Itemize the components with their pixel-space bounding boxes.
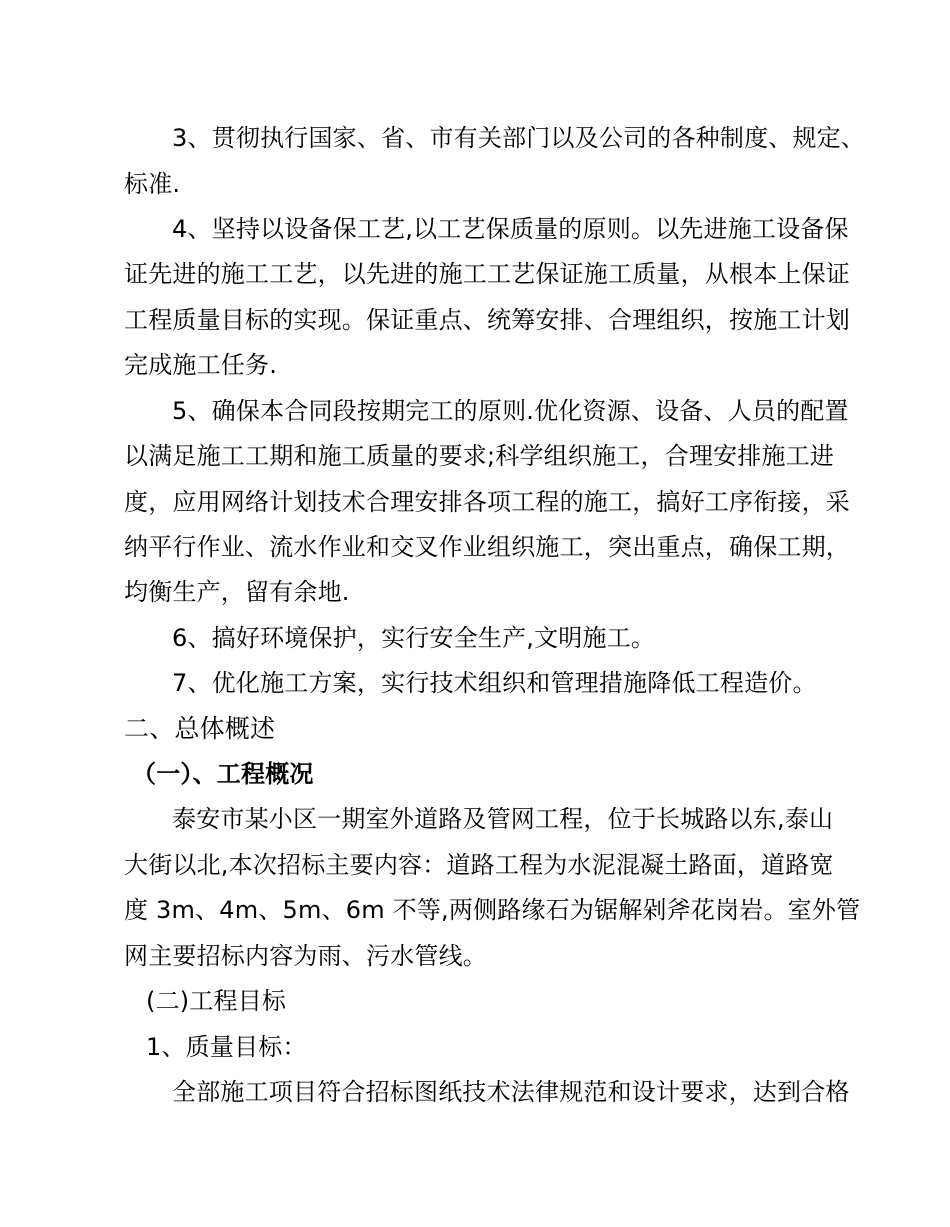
paragraph-4-line-1: 4、坚持以设备保工艺,以工艺保质量的原则。以先进施工设备保 — [172, 215, 849, 243]
paragraph-5-line-2: 以满足施工工期和施工质量的要求;科学组织施工，合理安排施工进 — [124, 442, 835, 470]
paragraph-3-line-1: 3、贯彻执行国家、省、市有关部门以及公司的各种制度、规定、 — [172, 124, 866, 152]
quality-goal-line-1: 全部施工项目符合招标图纸技术法律规范和设计要求，达到合格 — [172, 1078, 850, 1106]
subsection-heading-project-overview: （一）、工程概况 — [132, 760, 314, 788]
paragraph-3-line-2: 标准. — [124, 170, 181, 198]
quality-goal-heading: 1、质量目标： — [146, 1033, 307, 1061]
overview-line-1: 泰安市某小区一期室外道路及管网工程，位于长城路以东,泰山 — [172, 805, 834, 833]
paragraph-6: 6、搞好环境保护，实行安全生产,文明施工。 — [172, 624, 656, 652]
section-heading-overview: 二、总体概述 — [124, 714, 276, 743]
paragraph-5-line-4: 纳平行作业、流水作业和交叉作业组织施工，突出重点，确保工期， — [124, 533, 850, 561]
paragraph-7: 7、优化施工方案，实行技术组织和管理措施降低工程造价。 — [172, 669, 817, 697]
paragraph-4-line-4: 完成施工任务. — [124, 351, 278, 379]
paragraph-5-line-1: 5、确保本合同段按期完工的原则.优化资源、设备、人员的配置 — [172, 397, 849, 425]
overview-line-3: 度 3m、4m、5m、6m 不等,两侧路缘石为锯解剁斧花岗岩。室外管 — [124, 896, 861, 924]
overview-line-4: 网主要招标内容为雨、污水管线。 — [124, 942, 487, 970]
overview-line-2: 大街以北,本次招标主要内容：道路工程为水泥混凝土路面，道路宽 — [124, 851, 834, 879]
subsection-heading-project-goals: (二)工程目标 — [146, 987, 287, 1015]
paragraph-5-line-5: 均衡生产，留有余地. — [124, 578, 350, 606]
paragraph-4-line-2: 证先进的施工工艺，以先进的施工工艺保证施工质量，从根本上保证 — [124, 260, 850, 288]
paragraph-5-line-3: 度，应用网络计划技术合理安排各项工程的施工，搞好工序衔接，采 — [124, 488, 850, 516]
paragraph-4-line-3: 工程质量目标的实现。保证重点、统筹安排、合理组织，按施工计划 — [124, 306, 850, 334]
